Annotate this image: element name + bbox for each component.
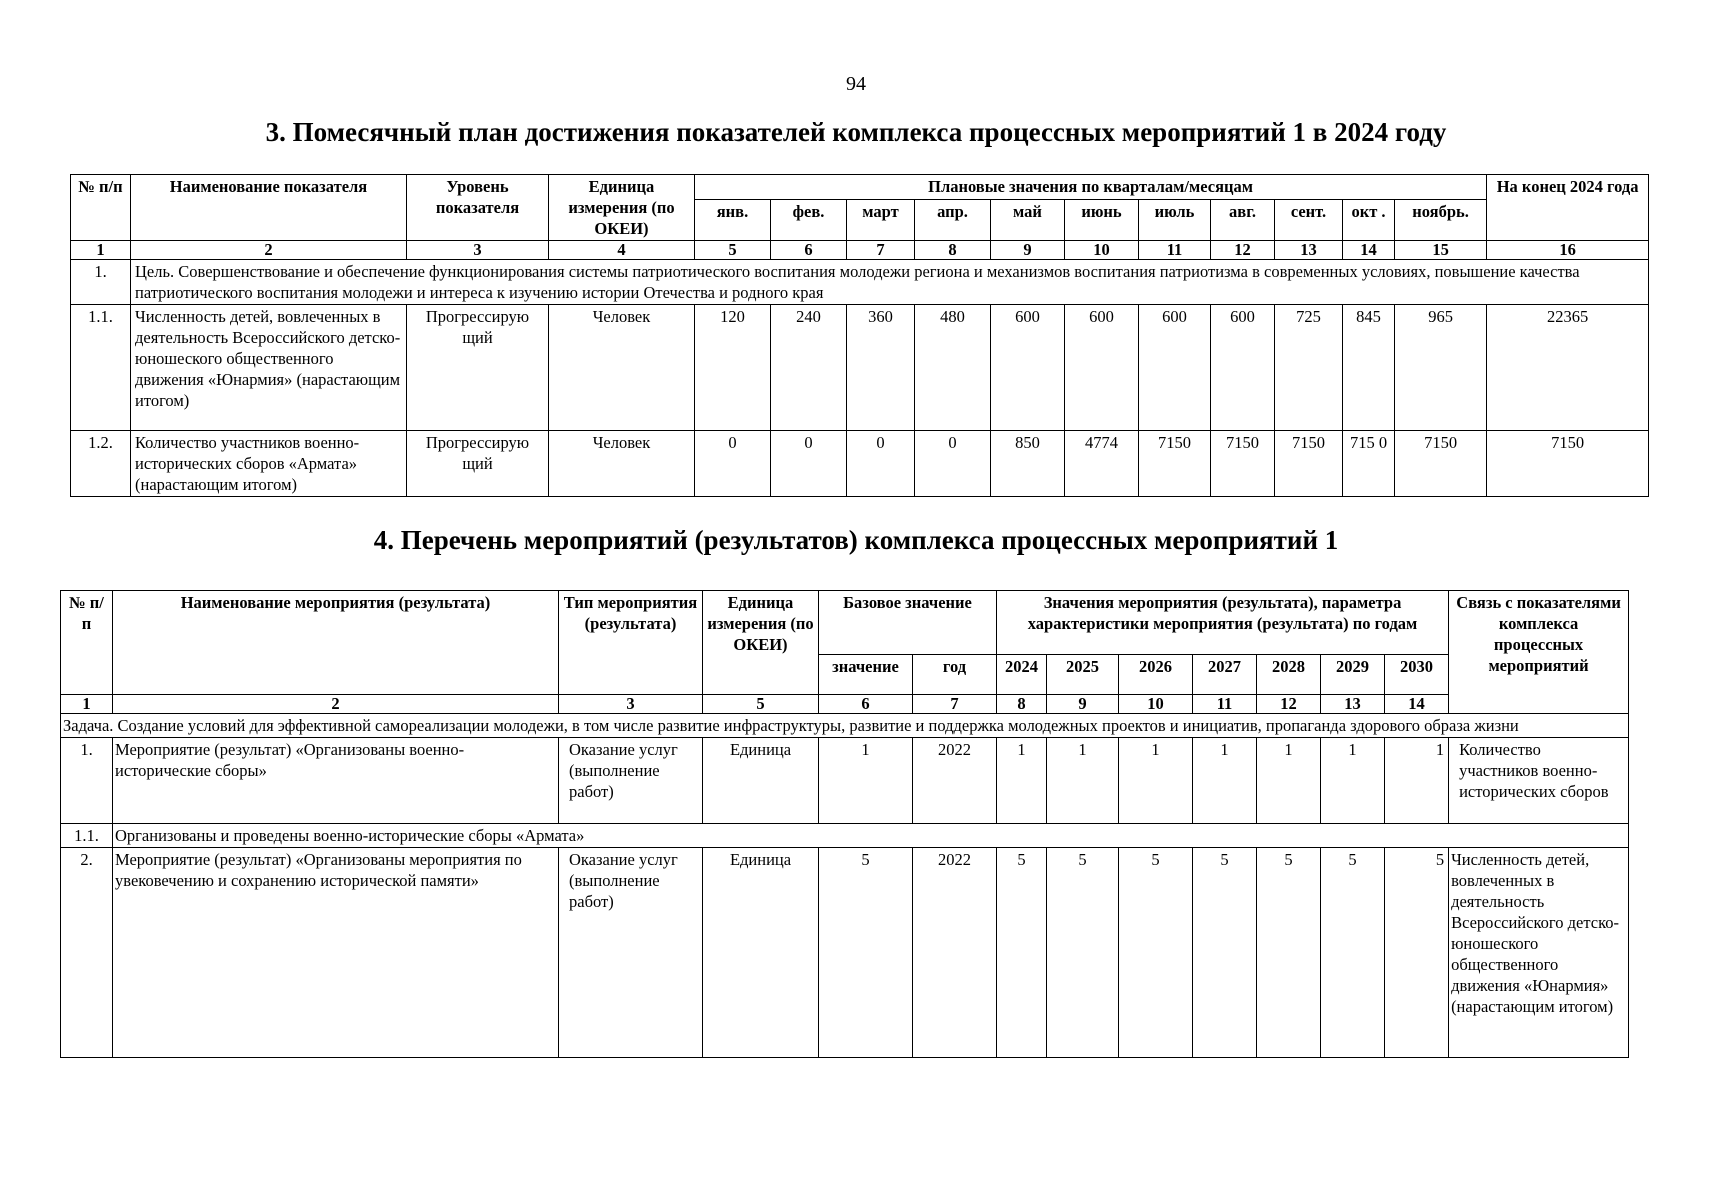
column-number: 14 (1343, 241, 1395, 260)
row-num: 1. (71, 260, 131, 305)
goal-row (71, 260, 1649, 305)
header-num: № п/п (61, 591, 113, 695)
year-value: 1 (1193, 738, 1257, 824)
goal-text: Цель. Совершенствование и обеспечение функционирования системы патриотического воспитания молодежи региона и механизмов воспитания патриотизма в современных условиях, повышение качества патриотического воспитания молодежи и интереса к изучению истории Отечества и родного края (131, 260, 1649, 305)
header-year: 2029 (1321, 655, 1385, 695)
year-value: 5 (997, 848, 1047, 1058)
month-value: 7150 (1275, 431, 1343, 497)
year-value: 1 (1385, 738, 1449, 824)
end-of-year-value: 22365 (1487, 305, 1649, 431)
row-num: 1.1. (71, 305, 131, 431)
header-month: янв. (695, 199, 771, 240)
column-number: 5 (703, 695, 819, 714)
header-base-value: Базовое значение (819, 591, 997, 655)
year-value: 1 (1119, 738, 1193, 824)
month-value: 0 (915, 431, 991, 497)
month-value: 0 (695, 431, 771, 497)
column-number: 7 (847, 241, 915, 260)
page-number: 94 (846, 73, 866, 95)
table-row (71, 305, 1649, 431)
task-row (61, 714, 1629, 738)
month-value: 240 (771, 305, 847, 431)
header-activity-name: Наименование мероприятия (результата) (113, 591, 559, 695)
month-value: 600 (991, 305, 1065, 431)
header-base-value-year: год (913, 655, 997, 695)
month-value: 360 (847, 305, 915, 431)
table-row (61, 824, 1629, 848)
task-text: Задача. Создание условий для эффективной самореализации молодежи, в том числе развитие инфраструктуры, развитие и поддержка молодежных проектов и инициатив, пропаганда здорового образа жизни (61, 714, 1629, 738)
month-value: 850 (991, 431, 1065, 497)
column-number: 2 (131, 241, 407, 260)
year-value: 1 (1047, 738, 1119, 824)
year-value: 5 (1119, 848, 1193, 1058)
column-number: 1 (61, 695, 113, 714)
column-number: 3 (407, 241, 549, 260)
month-value: 715 0 (1343, 431, 1395, 497)
sub-activity-text: Организованы и проведены военно-исторические сборы «Армата» (113, 824, 1629, 848)
table-row (71, 431, 1649, 497)
column-number: 7 (913, 695, 997, 714)
year-value: 1 (997, 738, 1047, 824)
header-month: сент. (1275, 199, 1343, 240)
header-year: 2027 (1193, 655, 1257, 695)
year-value: 5 (1047, 848, 1119, 1058)
column-number: 4 (549, 241, 695, 260)
header-base-value-value: значение (819, 655, 913, 695)
month-value: 4774 (1065, 431, 1139, 497)
activity-type: Оказание услуг (выполнение работ) (559, 738, 703, 824)
table-row (61, 738, 1629, 824)
indicator-name: Количество участников военно-исторических сборов «Армата» (нарастающим итогом) (131, 431, 407, 497)
column-number: 11 (1193, 695, 1257, 714)
month-value: 845 (1343, 305, 1395, 431)
month-value: 965 (1395, 305, 1487, 431)
header-year: 2026 (1119, 655, 1193, 695)
indicator-unit: Человек (549, 305, 695, 431)
month-value: 7150 (1395, 431, 1487, 497)
header-month: март (847, 199, 915, 240)
activity-unit: Единица (703, 738, 819, 824)
indicator-level: Прогрессирую щий (407, 431, 549, 497)
column-number: 10 (1119, 695, 1193, 714)
column-number: 13 (1321, 695, 1385, 714)
header-month: окт . (1343, 199, 1395, 240)
header-unit: Единица измерения (по ОКЕИ) (549, 175, 695, 241)
header-activity-type: Тип мероприятия (результата) (559, 591, 703, 695)
month-value: 0 (771, 431, 847, 497)
header-month: апр. (915, 199, 991, 240)
indicator-name: Численность детей, вовлеченных в деятельность Всероссийского детско-юношеского общественного движения «Юнармия» (нарастающим итогом) (131, 305, 407, 431)
activity-unit: Единица (703, 848, 819, 1058)
row-num: 1. (61, 738, 113, 824)
activity-name: Мероприятие (результат) «Организованы военно-исторические сборы» (113, 738, 559, 824)
column-number: 15 (1395, 241, 1487, 260)
header-month: июнь (1065, 199, 1139, 240)
column-number: 6 (771, 241, 847, 260)
end-of-year-value: 7150 (1487, 431, 1649, 497)
month-value: 600 (1139, 305, 1211, 431)
indicator-level: Прогрессирую щий (407, 305, 549, 431)
header-month: фев. (771, 199, 847, 240)
header-link: Связь с показателями комплекса процессных мероприятий (1449, 591, 1629, 714)
table-row (61, 848, 1629, 1058)
column-number: 9 (991, 241, 1065, 260)
month-value: 7150 (1139, 431, 1211, 497)
column-number: 2 (113, 695, 559, 714)
column-number: 12 (1211, 241, 1275, 260)
row-num: 1.1. (61, 824, 113, 848)
column-number: 5 (695, 241, 771, 260)
indicator-unit: Человек (549, 431, 695, 497)
header-yearly-values: Значения мероприятия (результата), параметра характеристики мероприятия (результата) по годам (997, 591, 1449, 655)
activities-table (60, 590, 1629, 1058)
row-num: 2. (61, 848, 113, 1058)
linked-indicator: Количество участников военно-исторических сборов (1449, 738, 1629, 824)
year-value: 1 (1321, 738, 1385, 824)
month-value: 600 (1065, 305, 1139, 431)
header-indicator-level: Уровень показателя (407, 175, 549, 241)
column-number: 12 (1257, 695, 1321, 714)
month-value: 7150 (1211, 431, 1275, 497)
base-value: 5 (819, 848, 913, 1058)
column-number: 16 (1487, 241, 1649, 260)
monthly-plan-table (70, 174, 1649, 497)
header-year: 2025 (1047, 655, 1119, 695)
activity-name: Мероприятие (результат) «Организованы мероприятия по увековечению и сохранению исторической памяти» (113, 848, 559, 1058)
year-value: 1 (1257, 738, 1321, 824)
month-value: 0 (847, 431, 915, 497)
section4-title: 4. Перечень мероприятий (результатов) комплекса процессных мероприятий 1 (373, 525, 1339, 555)
column-number: 8 (915, 241, 991, 260)
header-year: 2028 (1257, 655, 1321, 695)
header-month: май (991, 199, 1065, 240)
column-number: 11 (1139, 241, 1211, 260)
header-month: ноябрь. (1395, 199, 1487, 240)
linked-indicator: Численность детей, вовлеченных в деятельность Всероссийского детско-юношеского общественного движения «Юнармия» (нарастающим итогом) (1449, 848, 1629, 1058)
month-value: 725 (1275, 305, 1343, 431)
year-value: 5 (1257, 848, 1321, 1058)
base-value: 1 (819, 738, 913, 824)
year-value: 5 (1193, 848, 1257, 1058)
column-number: 3 (559, 695, 703, 714)
year-value: 5 (1321, 848, 1385, 1058)
month-value: 600 (1211, 305, 1275, 431)
month-value: 120 (695, 305, 771, 431)
month-value: 480 (915, 305, 991, 431)
header-end-of-year: На конец 2024 года (1487, 175, 1649, 241)
base-year: 2022 (913, 848, 997, 1058)
header-indicator-name: Наименование показателя (131, 175, 407, 241)
header-planned-values: Плановые значения по кварталам/месяцам (695, 175, 1487, 200)
column-number: 14 (1385, 695, 1449, 714)
base-year: 2022 (913, 738, 997, 824)
header-num: № п/п (71, 175, 131, 241)
column-number: 1 (71, 241, 131, 260)
header-unit: Единица измерения (по ОКЕИ) (703, 591, 819, 695)
column-number: 13 (1275, 241, 1343, 260)
row-num: 1.2. (71, 431, 131, 497)
column-number: 9 (1047, 695, 1119, 714)
column-number: 6 (819, 695, 913, 714)
column-number: 8 (997, 695, 1047, 714)
header-year: 2030 (1385, 655, 1449, 695)
header-month: авг. (1211, 199, 1275, 240)
activity-type: Оказание услуг (выполнение работ) (559, 848, 703, 1058)
header-year: 2024 (997, 655, 1047, 695)
year-value: 5 (1385, 848, 1449, 1058)
column-number: 10 (1065, 241, 1139, 260)
header-month: июль (1139, 199, 1211, 240)
section3-title: 3. Помесячный план достижения показателей комплекса процессных мероприятий 1 в 2024 году (265, 117, 1447, 147)
